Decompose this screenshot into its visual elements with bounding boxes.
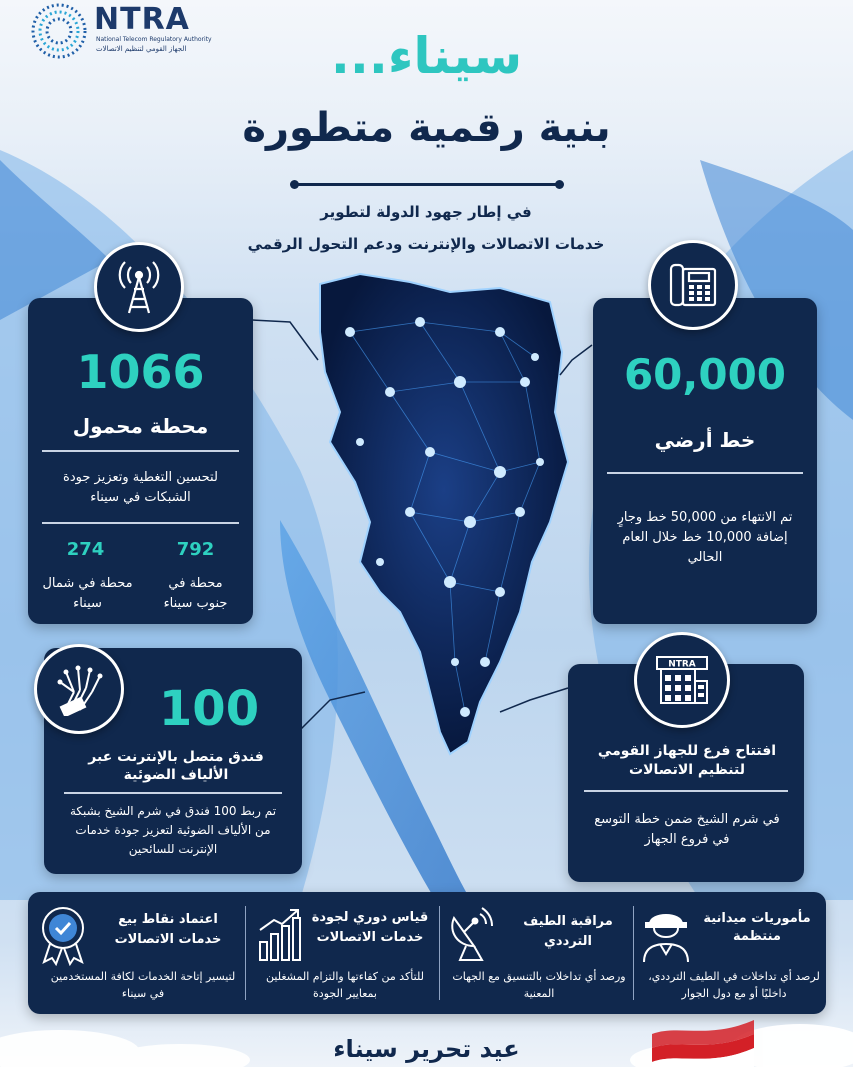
service-title-spectrum: مراقبة الطيف الترددي <box>523 914 613 949</box>
logo-name: NTRA <box>94 2 190 37</box>
main-subtitle: بنية رقمية متطورة <box>242 105 611 151</box>
service-desc-quality: للتأكد من كفاءتها والتزام المشغلين بمعايير الجودة <box>266 970 424 1000</box>
landline-label: خط أرضي <box>654 428 756 452</box>
main-title: سيناء... <box>330 27 523 85</box>
egypt-flag-icon <box>648 1018 758 1067</box>
hotels-divider <box>64 792 282 794</box>
mobile-label: محطة محمول <box>72 414 209 438</box>
branch-description: في شرم الشيخ ضمن خطة التوسع في فروع الجهاز <box>594 812 780 847</box>
service-title-field-missions: مأموريات ميدانية منتظمة <box>703 911 811 944</box>
service-title-quality: قياس دوري لجودة خدمات الاتصالات <box>311 910 429 945</box>
mobile-stations-card <box>28 298 253 624</box>
mobile-description: لتحسين التغطية وتعزيز جودة الشبكات في سيناء <box>63 470 218 505</box>
branch-divider <box>584 790 788 792</box>
ntra-building-icon <box>653 653 711 707</box>
mobile-number: 1066 <box>76 345 205 399</box>
service-desc-field-missions: لرصد أي تداخلات في الطيف الترددي، داخليًا أو مع دول الجوار <box>648 970 820 1000</box>
intro-line-1: في إطار جهود الدولة لتطوير <box>320 203 532 221</box>
services-strip <box>28 892 826 1014</box>
mobile-north-label: محطة في شمال سيناء <box>42 576 133 611</box>
service-item-spectrum <box>440 892 632 1014</box>
landline-number: 60,000 <box>623 350 787 399</box>
hotels-label: فندق متصل بالإنترنت عبر الألياف الضوئية <box>88 749 264 783</box>
hotels-badge <box>34 644 124 734</box>
field-worker-icon <box>640 904 692 964</box>
service-title-sales-points: اعتماد نقاط بيع خدمات الاتصالات <box>114 912 222 947</box>
service-item-quality <box>246 892 438 1014</box>
landline-badge <box>648 240 738 330</box>
satellite-dish-icon <box>446 906 496 962</box>
branch-label: افتتاح فرع للجهاز القومي لتنظيم الاتصالات <box>597 743 777 778</box>
service-item-field-missions <box>634 892 826 1014</box>
branch-badge <box>634 632 730 728</box>
intro-line-2: خدمات الاتصالات والإنترنت ودعم التحول الرقمي <box>247 235 605 253</box>
mobile-divider-1 <box>42 450 239 452</box>
landline-card <box>593 298 817 624</box>
logo-subtitle-ar: الجهاز القومي لتنظيم الاتصالات <box>96 45 187 53</box>
hotels-number: 100 <box>158 681 260 737</box>
logo-subtitle-en: National Telecom Regulatory Authority <box>96 36 212 43</box>
service-item-sales-points <box>28 892 244 1014</box>
mobile-north-number: 274 <box>66 539 105 560</box>
mobile-badge <box>94 242 184 332</box>
mobile-divider-2 <box>42 522 239 524</box>
verified-badge-icon <box>36 904 90 966</box>
landline-description: تم الانتهاء من 50,000 خط وجارٍ إضافة 10,000 خط خلال العام الحالي <box>617 510 793 565</box>
service-separator-3 <box>245 906 246 1000</box>
mobile-south-label: محطة في جنوب سيناء <box>163 576 228 611</box>
telephone-icon <box>667 259 719 311</box>
service-separator-2 <box>439 906 440 1000</box>
service-desc-sales-points: لتيسير إتاحة الخدمات لكافة المستخدمين في سيناء <box>50 970 236 1000</box>
service-separator-1 <box>633 906 634 1000</box>
landline-divider <box>607 472 803 474</box>
ntra-building-text: NTRA <box>668 659 696 670</box>
cell-tower-icon <box>114 259 164 315</box>
hotels-description: تم ربط 100 فندق في شرم الشيخ بشبكة من الألياف الضوئية لتعزيز جودة خدمات الإنترنت للسائحين <box>69 804 277 856</box>
footer-text: عيد تحرير سيناء <box>333 1035 520 1063</box>
growth-chart-icon <box>256 908 304 962</box>
mobile-south-number: 792 <box>176 539 215 560</box>
service-desc-spectrum: ورصد أي تداخلات بالتنسيق مع الجهات المعنية <box>452 970 626 1000</box>
fiber-optic-icon <box>52 662 106 716</box>
